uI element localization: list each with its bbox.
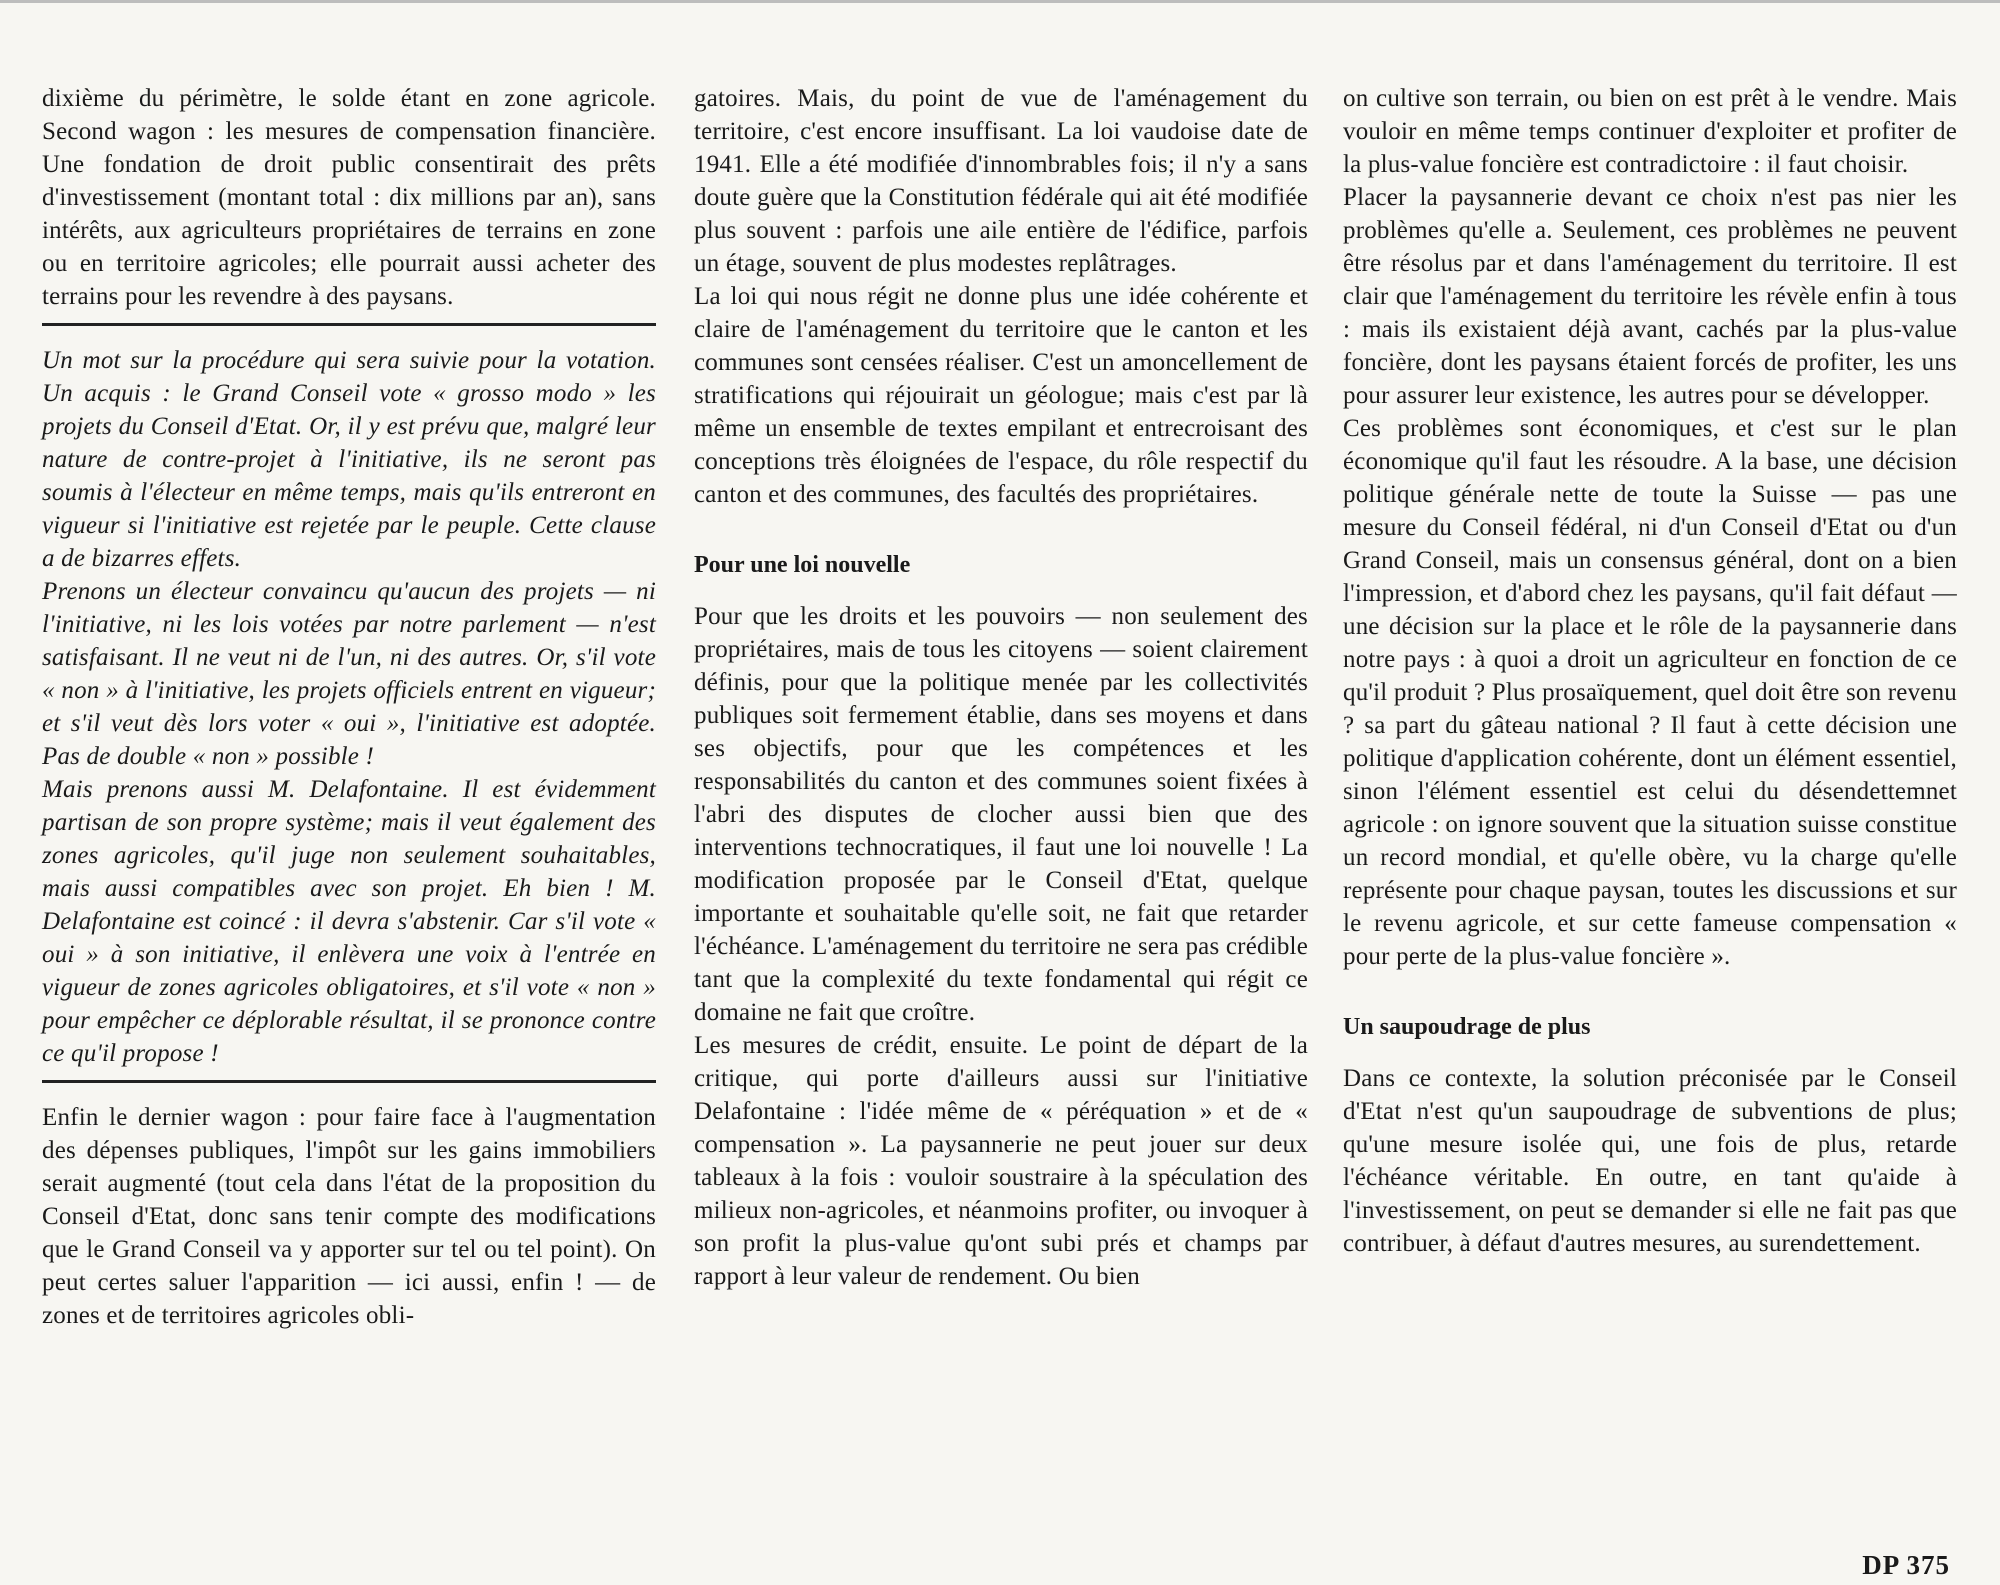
italic-aside-paragraph: Prenons un électeur convaincu qu'aucun des projets — ni l'initiative, ni les lois votées par notre parlement — n'est satisfaisant. Il ne veut ni de l'un, ni des autres. Or, s'il vote « non » à l'initiative, les projets officiels entrent en vigueur; et s'il veut dès lors voter « oui », l'initiative est adoptée. Pas de double « non » possible ! [42,578,656,770]
body-paragraph: Dans ce contexte, la solution préconisée par le Conseil d'Etat n'est qu'un saupoudrage de subventions de plus; qu'une mesure isolée qui, une fois de plus, retarde l'échéance véritable. En outre, en tant qu'aide à l'investissement, on peut se demander si elle ne fait pas que contribuer, à défaut d'autres mesures, au surendettement. [1343,1065,1957,1257]
body-paragraph: Les mesures de crédit, ensuite. Le point de départ de la critique, qui porte d'ailleurs aussi sur l'initiative Delafontaine : l'idée même de « péréquation » et de « compensation ». La paysannerie ne peut jouer sur deux tableaux à la fois : vouloir soustraire à la spéculation des milieux non-agricoles, et néanmoins profiter, ou invoquer à son profit la plus-value qu'ont subi prés et champs par rapport à leur valeur de rendement. Ou bien [694,1032,1308,1290]
section-heading: Pour une loi nouvelle [694,552,911,578]
section-divider-rule [42,323,656,326]
text-column-2 [694,82,1308,1293]
body-paragraph: on cultive son terrain, ou bien on est prêt à le vendre. Mais vouloir en même temps continuer d'exploiter et profiter de la plus-value foncière est contradictoire : il faut choisir. [1343,85,1957,178]
body-paragraph: Pour que les droits et les pouvoirs — non seulement des propriétaires, mais de tous les citoyens — soient clairement définis, pour que la politique menée par les collectivités publiques soit fermement établie, dans ses moyens et dans ses objectifs, pour que les compétences et les responsabilités du canton et des communes soient fixées à l'abri des disputes de clocher aussi bien que des interventions technocratiques, il faut une loi nouvelle ! La modification proposée par le Conseil d'Etat, quelque importante et souhaitable qu'elle soit, ne fait que retarder l'échéance. L'aménagement du territoire ne sera pas crédible tant que la complexité du texte fondamental qui régit ce domaine ne fait que croître. [694,603,1308,1026]
section-heading: Un saupoudrage de plus [1343,1014,1591,1040]
italic-aside-paragraph: Un mot sur la procédure qui sera suivie pour la votation. Un acquis : le Grand Conseil vote « grosso modo » les projets du Conseil d'Etat. Or, il y est prévu que, malgré leur nature de contre-projet à l'initiative, ils ne seront pas soumis à l'électeur en même temps, mais qu'ils entreront en vigueur si l'initiative est rejetée par le peuple. Cette clause a de bizarres effets. [42,347,656,572]
body-paragraph: gatoires. Mais, du point de vue de l'aménagement du territoire, c'est encore insuffisant. La loi vaudoise date de 1941. Elle a été modifiée d'innombrables fois; il n'y a sans doute guère que la Constitution fédérale qui ait été modifiée plus souvent : parfois une aile entière de l'édifice, parfois un étage, souvent de plus modestes replâtrages. [694,85,1308,277]
text-column-3 [1343,82,1957,1260]
body-paragraph: Ces problèmes sont économiques, et c'est sur le plan économique qu'il faut les résoudre. A la base, une décision politique générale nette de toute la Suisse — pas une mesure du Conseil fédéral, ni d'un Conseil d'Etat ou d'un Grand Conseil, mais un consensus général, dont on a bien l'impression, et d'abord chez les paysans, qu'il fait défaut — une décision sur la place et le rôle de la paysannerie dans notre pays : à quoi a droit un agriculteur en fonction de ce qu'il produit ? Plus prosaïquement, quel doit être son revenu ? sa part du gâteau national ? Il faut à cette décision une politique d'application cohérente, dont un élément essentiel, sinon l'élément essentiel est celui du désendettemnet agricole : on ignore souvent que la situation suisse constitue un record mondial, et qu'elle obère, vu la charge qu'elle représente pour chaque paysan, toutes les discussions et sur le revenu agricole, et sur cette fameuse compensation « pour perte de la plus-value foncière ». [1343,415,1957,970]
page-footer-label: DP 375 [1862,1550,1950,1580]
body-paragraph: La loi qui nous régit ne donne plus une idée cohérente et claire de l'aménagement du territoire que le canton et les communes sont censées réaliser. C'est un amoncellement de stratifications qui réjouirait un géologue; mais c'est par là même un ensemble de textes empilant et entrecroisant des conceptions très éloignées de l'espace, du rôle respectif du canton et des communes, des facultés des propriétaires. [694,283,1308,508]
text-column-1 [42,82,656,1332]
italic-aside-paragraph: Mais prenons aussi M. Delafontaine. Il est évidemment partisan de son propre système; mais il veut également des zones agricoles, qu'il juge non seulement souhaitables, mais aussi compatibles avec son projet. Eh bien ! M. Delafontaine est coincé : il devra s'abstenir. Car s'il vote « oui » à son initiative, il enlèvera une voix à l'entrée en vigueur de zones agricoles obligatoires, et s'il vote « non » pour empêcher ce déplorable résultat, il se prononce contre ce qu'il propose ! [42,776,656,1067]
section-divider-rule [42,1080,656,1083]
body-paragraph: Enfin le dernier wagon : pour faire face à l'augmentation des dépenses publiques, l'impôt sur les gains immobiliers serait augmenté (tout cela dans l'état de la proposition du Conseil d'Etat, donc sans tenir compte des modifications que le Grand Conseil va y apporter sur tel ou tel point). On peut certes saluer l'apparition — ici aussi, enfin ! — de zones et de territoires agricoles obli- [42,1104,656,1329]
body-paragraph: Placer la paysannerie devant ce choix n'est pas nier les problèmes qu'elle a. Seulement, ces problèmes ne peuvent être résolus par et dans l'aménagement du territoire. Il est clair que l'aménagement du territoire les révèle enfin à tous : mais ils existaient déjà avant, cachés par la plus-value foncière, dont les paysans étaient forcés de profiter, les uns pour assurer leur existence, les autres pour se développer. [1343,184,1957,409]
body-paragraph: dixième du périmètre, le solde étant en zone agricole. Second wagon : les mesures de compensation financière. Une fondation de droit public consentirait des prêts d'investissement (montant total : dix millions par an), sans intérêts, aux agriculteurs propriétaires de terrains en zone ou en territoire agricoles; elle pourrait aussi acheter des terrains pour les revendre à des paysans. [42,85,656,310]
